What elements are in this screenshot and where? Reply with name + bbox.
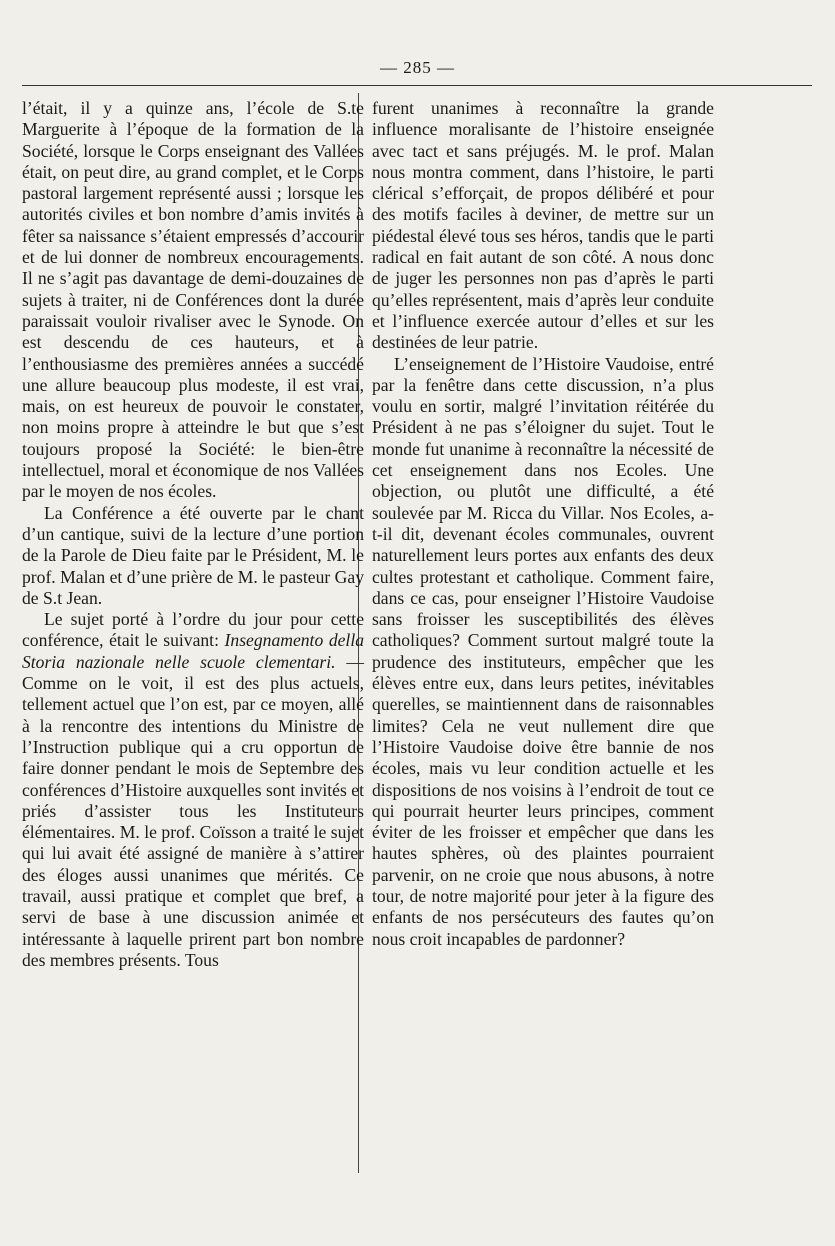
paragraph: furent unanimes à reconnaître la grande influence moralisante de l’histoire enseignée avec tact et sans préjugés. M. le prof. Malan nous montra comment, dans l’histoire, le parti clérical s’efforçait, de propos délibéré et pour des motifs faciles à deviner, de mettre sur un piédestal élevé tous ses héros, tandis que le parti radical en fait autant de son côté. A nous donc de juger les personnes non pas d’après le parti qu’elles représentent, mais d’après leur conduite et l’influence exercée autour d’elles et sur les destinées de leur patrie. — [372, 98, 714, 353]
paragraph-text: Le sujet porté à l’ordre du jour pour cette conférence, était le suivant: — [22, 609, 364, 651]
left-column — [22, 98, 364, 971]
right-column — [372, 98, 714, 950]
paragraph: l’était, il y a quinze ans, l’école de S.te Marguerite à l’époque de la formation de la Société, lorsque le Corps enseignant des Vallées était, on peut dire, au grand complet, et le Corps pastoral largement représenté aussi ; lorsque les autorités civiles et bon nombre d’amis invités à fêter sa naissance s’étaient empressés d’accourir et de lui donner de nombreux encouragements. Il ne s’agit pas davantage de demi-douzaines de sujets à traiter, ni de Conférences dont la durée paraissait vouloir rivaliser avec le Synode. On est descendu de ces hauteurs, et à l’enthousiasme des premières années a succédé une allure beaucoup plus modeste, il est vrai, mais, on est heureux de pouvoir le constater, non moins propre à atteindre le but que s’est toujours proposé la Société: le bien-être intellectuel, moral et économique de nos Vallées par le moyen de nos écoles. — [22, 98, 364, 502]
page-number: — 285 — — [380, 58, 455, 77]
paragraph-text: — Comme on le voit, il est des plus actuels, tellement actuel que l’on est, par ce moyen, allé à la rencontre des intentions du Ministre de l’Instruction publique qui a cru opportun de faire donner pendant le mois de Septembre des conférences d’Histoire auxquelles sont invités et priés d’assister tous les Instituteurs élémentaires. M. le prof. Coïsson a traité le sujet qui lui avait été assigné de manière à s’attirer des éloges aussi unanimes que mérités. Ce travail, aussi pratique et complet que bref, a servi de base à une discussion animée et intéressante à laquelle prirent part bon nombre des membres présents. Tous — [22, 651, 364, 970]
paragraph: L’enseignement de l’Histoire Vaudoise, entré par la fenêtre dans cette discussion, n’a plus voulu en sortir, malgré l’invitation réitérée du Président à ne pas s’éloigner du sujet. Tout le monde fut unanime à reconnaître la nécessité de cet enseignement dans nos Ecoles. Une objection, ou plutôt une difficulté, a été soulevée par M. Ricca du Villar. Nos Ecoles, a-t-il dit, devenant écoles communales, ouvrent naturellement leurs portes aux enfants des deux cultes protestant et catholique. Comment faire, dans ce cas, pour enseigner l’Histoire Vaudoise sans froisser les susceptibilités des élèves catholiques? Comment surtout malgré toute la prudence des instituteurs, empêcher que les élèves entre eux, dans leurs petites, inévitables querelles, se maintiennent dans de raisonnables limites? Cela ne veut nullement dire que l’Histoire Vaudoise doive être bannie de nos écoles, mais vu leur condition actuelle et les dispositions de nos voisins à l’endroit de tout ce qui pourrait heurter leurs principes, comment éviter de les froisser et empêcher que dans les hautes sphères, où des plaintes pourraient parvenir, on ne croie que nous abusons, à notre tour, de notre majorité pour jeter à la figure des enfants de nos persécuteurs des fautes qu’on nous croit incapables de pardonner? — [372, 353, 714, 949]
paragraph: La Conférence a été ouverte par le chant d’un cantique, suivi de la lecture d’une portion de la Parole de Dieu faite par le Président, M. le prof. Malan et d’une prière de M. le pasteur Gay de S.t Jean. — [22, 502, 364, 608]
header-rule — [22, 85, 812, 86]
paragraph — [22, 609, 364, 971]
subject-title: Insegnamento della Storia nazionale nelle scuole clementari. — [22, 630, 364, 672]
